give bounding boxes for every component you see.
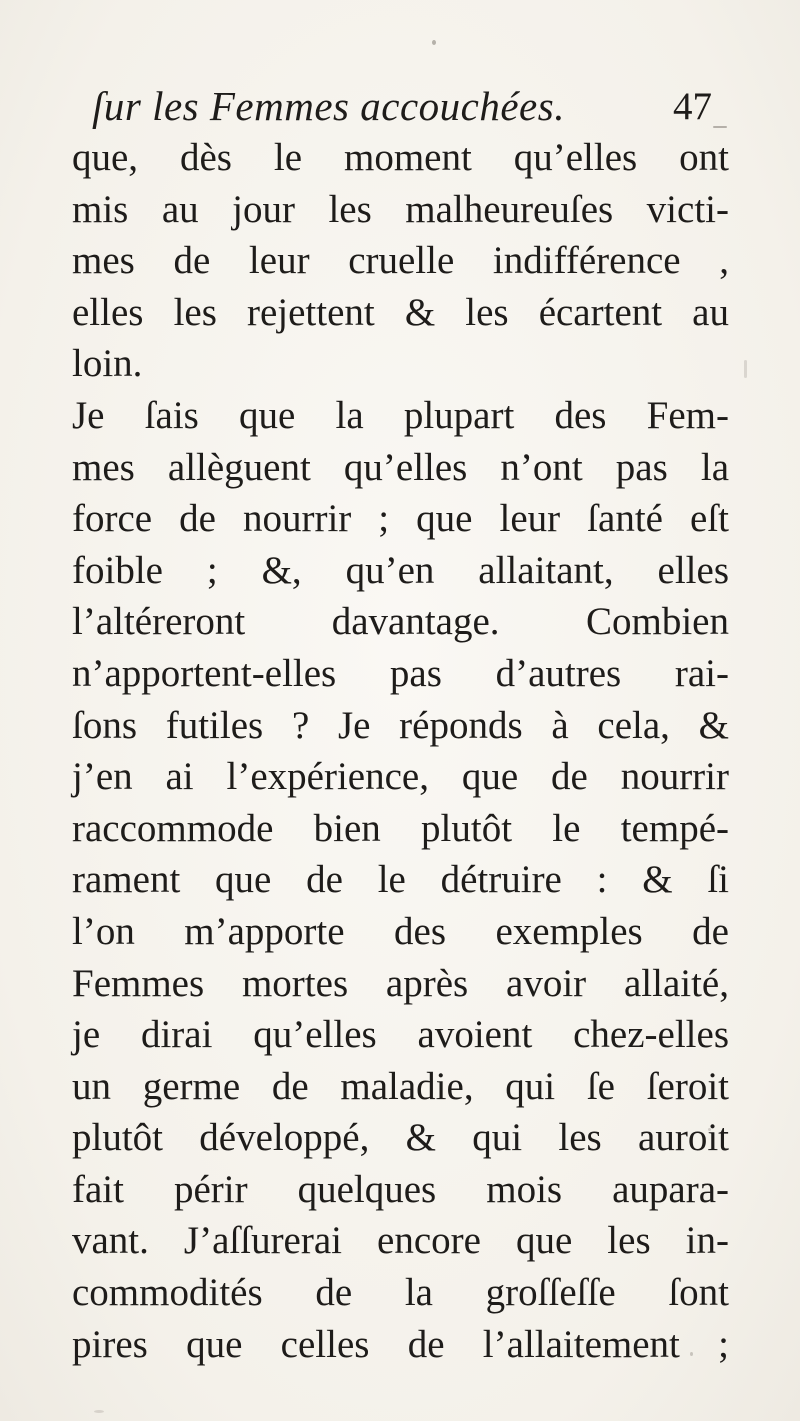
paper-speck [713, 126, 727, 128]
text-line: ſons futiles ? Je réponds à cela, & [72, 703, 729, 747]
paper-speck [94, 1410, 104, 1413]
text-line: elles les rejettent & les écartent au [72, 290, 729, 334]
paper-speck [708, 1128, 711, 1131]
paper-speck [744, 360, 747, 378]
running-head: ſur les Femmes accouchées. [92, 83, 565, 129]
paper-speck [690, 1352, 693, 1356]
text-line: Femmes mortes après avoir allaité, [72, 961, 729, 1005]
text-line: l’altéreront davantage. Combien [72, 600, 729, 644]
text-line: plutôt développé, & qui les auroit [72, 1116, 729, 1160]
text-line: je dirai qu’elles avoient chez-elles [72, 1013, 729, 1057]
text-line: n’apportent-elles pas d’autres rai- [72, 651, 729, 695]
body-text [72, 132, 729, 1370]
paper-speck [432, 40, 436, 45]
text-line: vant. J’aſſurerai encore que les in- [72, 1219, 729, 1263]
text-line: rament que de le détruire : & ſi [72, 858, 729, 902]
text-line: commodités de la groſſeſſe ſont [72, 1271, 729, 1315]
text-line: j’en ai l’expérience, que de nourrir [72, 755, 729, 799]
text-line: mis au jour les malheureuſes victi- [72, 187, 729, 231]
text-line: un germe de maladie, qui ſe ſeroit [72, 1064, 729, 1108]
text-line: que, dès le moment qu’elles ont [72, 136, 729, 179]
text-line: l’on m’apporte des exemples de [72, 909, 729, 953]
text-line: foible ; &, qu’en allaitant, elles [72, 548, 729, 592]
page-number: 47 [673, 85, 712, 128]
text-line: mes allèguent qu’elles n’ont pas la [72, 445, 729, 489]
text-line: Je ſais que la plupart des Fem- [72, 393, 729, 437]
text-line: loin. [72, 342, 143, 386]
text-line: mes de leur cruelle indifférence , [72, 239, 729, 283]
text-line: pires que celles de l’allaitement ; [72, 1322, 729, 1366]
text-line: force de nourrir ; que leur ſanté eſt [72, 497, 729, 541]
text-line: fait périr quelques mois aupara- [72, 1167, 729, 1211]
text-line: raccommode bien plutôt le tempé- [72, 806, 729, 850]
